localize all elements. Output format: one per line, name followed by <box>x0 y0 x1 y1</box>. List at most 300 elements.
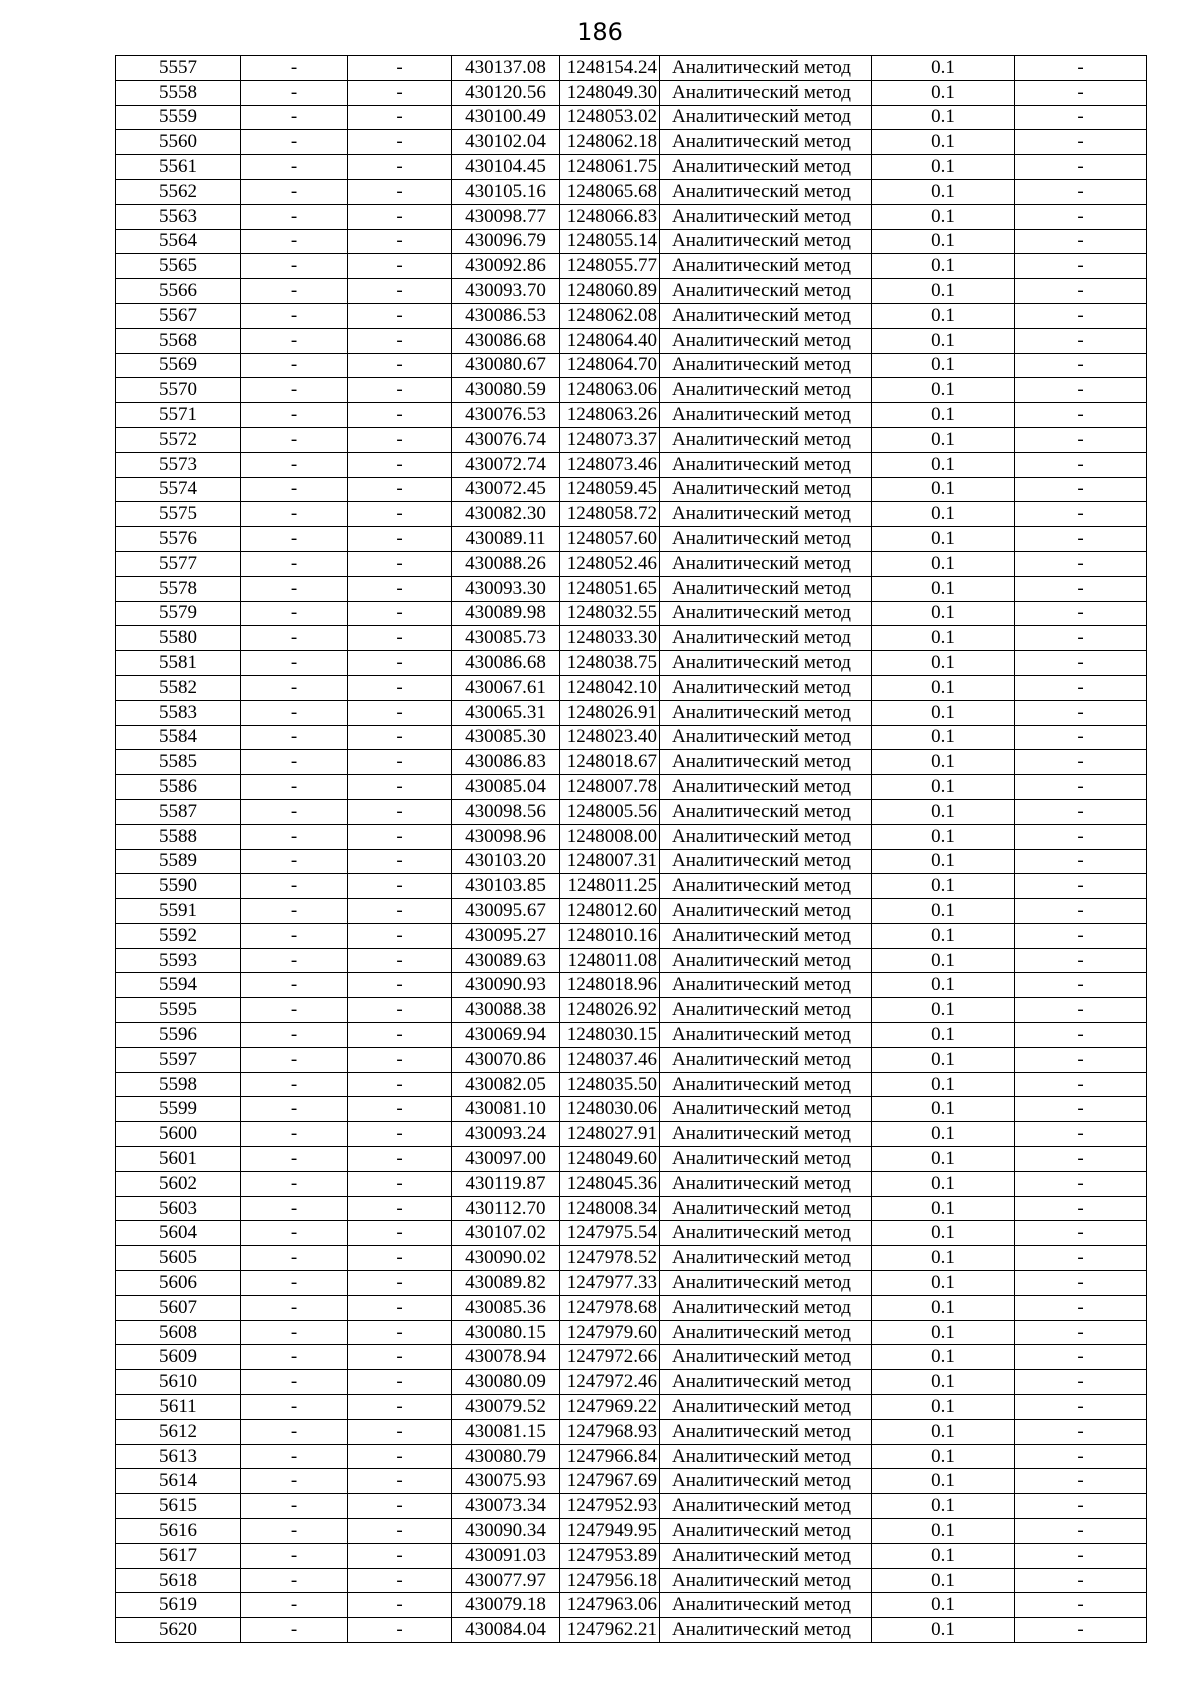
accuracy-cell: 0.1 <box>872 452 1015 477</box>
col2-value-cell: - <box>241 799 348 824</box>
x-coordinate-cell: 430090.34 <box>452 1519 560 1544</box>
note-cell: - <box>1015 229 1147 254</box>
y-coordinate-cell: 1248030.15 <box>560 1023 660 1048</box>
accuracy-cell: 0.1 <box>872 799 1015 824</box>
y-coordinate-cell: 1247978.52 <box>560 1246 660 1271</box>
point-number-cell: 5570 <box>116 378 241 403</box>
method-cell: Аналитический метод <box>660 651 872 676</box>
method-cell: Аналитический метод <box>660 775 872 800</box>
point-number-cell: 5561 <box>116 155 241 180</box>
note-cell: - <box>1015 775 1147 800</box>
y-coordinate-cell: 1248055.14 <box>560 229 660 254</box>
col2-value-cell: - <box>241 56 348 81</box>
method-cell: Аналитический метод <box>660 601 872 626</box>
x-coordinate-cell: 430089.63 <box>452 948 560 973</box>
point-number-cell: 5618 <box>116 1568 241 1593</box>
table-row <box>116 502 1147 527</box>
col3-value-cell: - <box>348 1395 452 1420</box>
x-coordinate-cell: 430120.56 <box>452 80 560 105</box>
point-number-cell: 5620 <box>116 1618 241 1643</box>
note-cell: - <box>1015 279 1147 304</box>
point-number-cell: 5600 <box>116 1122 241 1147</box>
x-coordinate-cell: 430088.26 <box>452 551 560 576</box>
col2-value-cell: - <box>241 130 348 155</box>
x-coordinate-cell: 430081.10 <box>452 1097 560 1122</box>
point-number-cell: 5605 <box>116 1246 241 1271</box>
table-row <box>116 204 1147 229</box>
point-number-cell: 5592 <box>116 923 241 948</box>
col2-value-cell: - <box>241 824 348 849</box>
accuracy-cell: 0.1 <box>872 204 1015 229</box>
accuracy-cell: 0.1 <box>872 328 1015 353</box>
y-coordinate-cell: 1248027.91 <box>560 1122 660 1147</box>
method-cell: Аналитический метод <box>660 1519 872 1544</box>
table-row <box>116 775 1147 800</box>
y-coordinate-cell: 1248045.36 <box>560 1171 660 1196</box>
accuracy-cell: 0.1 <box>872 1295 1015 1320</box>
method-cell: Аналитический метод <box>660 477 872 502</box>
y-coordinate-cell: 1248154.24 <box>560 56 660 81</box>
note-cell: - <box>1015 849 1147 874</box>
method-cell: Аналитический метод <box>660 1047 872 1072</box>
method-cell: Аналитический метод <box>660 1593 872 1618</box>
table-row <box>116 551 1147 576</box>
point-number-cell: 5614 <box>116 1469 241 1494</box>
col2-value-cell: - <box>241 775 348 800</box>
col3-value-cell: - <box>348 1543 452 1568</box>
point-number-cell: 5617 <box>116 1543 241 1568</box>
col3-value-cell: - <box>348 229 452 254</box>
y-coordinate-cell: 1248012.60 <box>560 899 660 924</box>
col3-value-cell: - <box>348 799 452 824</box>
point-number-cell: 5582 <box>116 675 241 700</box>
col2-value-cell: - <box>241 502 348 527</box>
y-coordinate-cell: 1248008.00 <box>560 824 660 849</box>
col2-value-cell: - <box>241 1295 348 1320</box>
point-number-cell: 5574 <box>116 477 241 502</box>
y-coordinate-cell: 1248065.68 <box>560 179 660 204</box>
accuracy-cell: 0.1 <box>872 1122 1015 1147</box>
y-coordinate-cell: 1248061.75 <box>560 155 660 180</box>
x-coordinate-cell: 430091.03 <box>452 1543 560 1568</box>
method-cell: Аналитический метод <box>660 353 872 378</box>
x-coordinate-cell: 430103.85 <box>452 874 560 899</box>
method-cell: Аналитический метод <box>660 948 872 973</box>
method-cell: Аналитический метод <box>660 1469 872 1494</box>
accuracy-cell: 0.1 <box>872 229 1015 254</box>
col3-value-cell: - <box>348 378 452 403</box>
x-coordinate-cell: 430069.94 <box>452 1023 560 1048</box>
point-number-cell: 5601 <box>116 1147 241 1172</box>
col2-value-cell: - <box>241 849 348 874</box>
y-coordinate-cell: 1248030.06 <box>560 1097 660 1122</box>
method-cell: Аналитический метод <box>660 1494 872 1519</box>
method-cell: Аналитический метод <box>660 1023 872 1048</box>
y-coordinate-cell: 1248011.25 <box>560 874 660 899</box>
note-cell: - <box>1015 923 1147 948</box>
note-cell: - <box>1015 1097 1147 1122</box>
x-coordinate-cell: 430082.05 <box>452 1072 560 1097</box>
accuracy-cell: 0.1 <box>872 576 1015 601</box>
note-cell: - <box>1015 1320 1147 1345</box>
col2-value-cell: - <box>241 750 348 775</box>
point-number-cell: 5568 <box>116 328 241 353</box>
note-cell: - <box>1015 1047 1147 1072</box>
note-cell: - <box>1015 80 1147 105</box>
point-number-cell: 5585 <box>116 750 241 775</box>
col2-value-cell: - <box>241 923 348 948</box>
accuracy-cell: 0.1 <box>872 899 1015 924</box>
col2-value-cell: - <box>241 1519 348 1544</box>
col2-value-cell: - <box>241 80 348 105</box>
x-coordinate-cell: 430067.61 <box>452 675 560 700</box>
x-coordinate-cell: 430100.49 <box>452 105 560 130</box>
col3-value-cell: - <box>348 130 452 155</box>
note-cell: - <box>1015 1122 1147 1147</box>
col3-value-cell: - <box>348 80 452 105</box>
note-cell: - <box>1015 651 1147 676</box>
accuracy-cell: 0.1 <box>872 1196 1015 1221</box>
method-cell: Аналитический метод <box>660 403 872 428</box>
x-coordinate-cell: 430078.94 <box>452 1345 560 1370</box>
col2-value-cell: - <box>241 1494 348 1519</box>
point-number-cell: 5572 <box>116 427 241 452</box>
table-row <box>116 1122 1147 1147</box>
table-row <box>116 973 1147 998</box>
x-coordinate-cell: 430098.77 <box>452 204 560 229</box>
accuracy-cell: 0.1 <box>872 1345 1015 1370</box>
col2-value-cell: - <box>241 1593 348 1618</box>
method-cell: Аналитический метод <box>660 1543 872 1568</box>
method-cell: Аналитический метод <box>660 105 872 130</box>
accuracy-cell: 0.1 <box>872 1568 1015 1593</box>
y-coordinate-cell: 1247956.18 <box>560 1568 660 1593</box>
y-coordinate-cell: 1248062.18 <box>560 130 660 155</box>
accuracy-cell: 0.1 <box>872 353 1015 378</box>
x-coordinate-cell: 430098.56 <box>452 799 560 824</box>
point-number-cell: 5566 <box>116 279 241 304</box>
col2-value-cell: - <box>241 1469 348 1494</box>
method-cell: Аналитический метод <box>660 1147 872 1172</box>
note-cell: - <box>1015 1568 1147 1593</box>
col3-value-cell: - <box>348 1047 452 1072</box>
col3-value-cell: - <box>348 1469 452 1494</box>
accuracy-cell: 0.1 <box>872 1023 1015 1048</box>
col3-value-cell: - <box>348 427 452 452</box>
point-number-cell: 5587 <box>116 799 241 824</box>
point-number-cell: 5573 <box>116 452 241 477</box>
accuracy-cell: 0.1 <box>872 279 1015 304</box>
point-number-cell: 5608 <box>116 1320 241 1345</box>
col3-value-cell: - <box>348 1345 452 1370</box>
x-coordinate-cell: 430073.34 <box>452 1494 560 1519</box>
method-cell: Аналитический метод <box>660 1568 872 1593</box>
note-cell: - <box>1015 601 1147 626</box>
col3-value-cell: - <box>348 328 452 353</box>
method-cell: Аналитический метод <box>660 725 872 750</box>
table-row <box>116 56 1147 81</box>
method-cell: Аналитический метод <box>660 1295 872 1320</box>
point-number-cell: 5575 <box>116 502 241 527</box>
table-row <box>116 948 1147 973</box>
accuracy-cell: 0.1 <box>872 1097 1015 1122</box>
accuracy-cell: 0.1 <box>872 824 1015 849</box>
col3-value-cell: - <box>348 750 452 775</box>
method-cell: Аналитический метод <box>660 229 872 254</box>
y-coordinate-cell: 1248049.60 <box>560 1147 660 1172</box>
accuracy-cell: 0.1 <box>872 105 1015 130</box>
table-row <box>116 1097 1147 1122</box>
accuracy-cell: 0.1 <box>872 675 1015 700</box>
x-coordinate-cell: 430082.30 <box>452 502 560 527</box>
table-row <box>116 1147 1147 1172</box>
table-row <box>116 1568 1147 1593</box>
point-number-cell: 5612 <box>116 1419 241 1444</box>
method-cell: Аналитический метод <box>660 799 872 824</box>
table-row <box>116 1171 1147 1196</box>
col2-value-cell: - <box>241 551 348 576</box>
col2-value-cell: - <box>241 254 348 279</box>
col3-value-cell: - <box>348 1320 452 1345</box>
x-coordinate-cell: 430085.73 <box>452 626 560 651</box>
x-coordinate-cell: 430079.18 <box>452 1593 560 1618</box>
col2-value-cell: - <box>241 1618 348 1643</box>
col2-value-cell: - <box>241 179 348 204</box>
note-cell: - <box>1015 179 1147 204</box>
table-row <box>116 1618 1147 1643</box>
col2-value-cell: - <box>241 1320 348 1345</box>
x-coordinate-cell: 430090.93 <box>452 973 560 998</box>
col3-value-cell: - <box>348 824 452 849</box>
method-cell: Аналитический метод <box>660 626 872 651</box>
y-coordinate-cell: 1248052.46 <box>560 551 660 576</box>
y-coordinate-cell: 1248032.55 <box>560 601 660 626</box>
y-coordinate-cell: 1247966.84 <box>560 1444 660 1469</box>
col2-value-cell: - <box>241 1271 348 1296</box>
x-coordinate-cell: 430088.38 <box>452 998 560 1023</box>
table-row <box>116 1543 1147 1568</box>
method-cell: Аналитический метод <box>660 1097 872 1122</box>
table-row <box>116 1221 1147 1246</box>
point-number-cell: 5616 <box>116 1519 241 1544</box>
y-coordinate-cell: 1248053.02 <box>560 105 660 130</box>
x-coordinate-cell: 430093.70 <box>452 279 560 304</box>
x-coordinate-cell: 430081.15 <box>452 1419 560 1444</box>
table-row <box>116 725 1147 750</box>
col2-value-cell: - <box>241 1568 348 1593</box>
table-row <box>116 477 1147 502</box>
point-number-cell: 5576 <box>116 527 241 552</box>
col2-value-cell: - <box>241 1221 348 1246</box>
col3-value-cell: - <box>348 179 452 204</box>
x-coordinate-cell: 430090.02 <box>452 1246 560 1271</box>
x-coordinate-cell: 430080.67 <box>452 353 560 378</box>
table-row <box>116 750 1147 775</box>
accuracy-cell: 0.1 <box>872 403 1015 428</box>
y-coordinate-cell: 1248010.16 <box>560 923 660 948</box>
x-coordinate-cell: 430072.74 <box>452 452 560 477</box>
accuracy-cell: 0.1 <box>872 1271 1015 1296</box>
note-cell: - <box>1015 1171 1147 1196</box>
y-coordinate-cell: 1247952.93 <box>560 1494 660 1519</box>
y-coordinate-cell: 1248023.40 <box>560 725 660 750</box>
note-cell: - <box>1015 551 1147 576</box>
note-cell: - <box>1015 254 1147 279</box>
x-coordinate-cell: 430080.09 <box>452 1370 560 1395</box>
x-coordinate-cell: 430080.79 <box>452 1444 560 1469</box>
x-coordinate-cell: 430093.24 <box>452 1122 560 1147</box>
col2-value-cell: - <box>241 1543 348 1568</box>
col3-value-cell: - <box>348 1494 452 1519</box>
point-number-cell: 5580 <box>116 626 241 651</box>
col2-value-cell: - <box>241 353 348 378</box>
col3-value-cell: - <box>348 452 452 477</box>
col3-value-cell: - <box>348 155 452 180</box>
accuracy-cell: 0.1 <box>872 130 1015 155</box>
x-coordinate-cell: 430070.86 <box>452 1047 560 1072</box>
y-coordinate-cell: 1247963.06 <box>560 1593 660 1618</box>
x-coordinate-cell: 430085.04 <box>452 775 560 800</box>
col3-value-cell: - <box>348 254 452 279</box>
col2-value-cell: - <box>241 1370 348 1395</box>
note-cell: - <box>1015 1618 1147 1643</box>
point-number-cell: 5584 <box>116 725 241 750</box>
col3-value-cell: - <box>348 477 452 502</box>
note-cell: - <box>1015 427 1147 452</box>
col2-value-cell: - <box>241 1023 348 1048</box>
method-cell: Аналитический метод <box>660 1122 872 1147</box>
method-cell: Аналитический метод <box>660 675 872 700</box>
method-cell: Аналитический метод <box>660 1171 872 1196</box>
method-cell: Аналитический метод <box>660 130 872 155</box>
note-cell: - <box>1015 56 1147 81</box>
col2-value-cell: - <box>241 303 348 328</box>
col3-value-cell: - <box>348 1147 452 1172</box>
accuracy-cell: 0.1 <box>872 179 1015 204</box>
accuracy-cell: 0.1 <box>872 1246 1015 1271</box>
accuracy-cell: 0.1 <box>872 1395 1015 1420</box>
method-cell: Аналитический метод <box>660 303 872 328</box>
col2-value-cell: - <box>241 576 348 601</box>
col3-value-cell: - <box>348 1196 452 1221</box>
note-cell: - <box>1015 477 1147 502</box>
method-cell: Аналитический метод <box>660 551 872 576</box>
table-row <box>116 254 1147 279</box>
accuracy-cell: 0.1 <box>872 1469 1015 1494</box>
method-cell: Аналитический метод <box>660 1370 872 1395</box>
point-number-cell: 5594 <box>116 973 241 998</box>
col3-value-cell: - <box>348 923 452 948</box>
accuracy-cell: 0.1 <box>872 1618 1015 1643</box>
accuracy-cell: 0.1 <box>872 700 1015 725</box>
point-number-cell: 5588 <box>116 824 241 849</box>
col2-value-cell: - <box>241 998 348 1023</box>
table-row <box>116 427 1147 452</box>
accuracy-cell: 0.1 <box>872 527 1015 552</box>
point-number-cell: 5615 <box>116 1494 241 1519</box>
table-row <box>116 229 1147 254</box>
accuracy-cell: 0.1 <box>872 1072 1015 1097</box>
col2-value-cell: - <box>241 328 348 353</box>
x-coordinate-cell: 430112.70 <box>452 1196 560 1221</box>
col2-value-cell: - <box>241 1345 348 1370</box>
accuracy-cell: 0.1 <box>872 1171 1015 1196</box>
table-row <box>116 1320 1147 1345</box>
y-coordinate-cell: 1248055.77 <box>560 254 660 279</box>
y-coordinate-cell: 1248018.96 <box>560 973 660 998</box>
table-row <box>116 799 1147 824</box>
point-number-cell: 5560 <box>116 130 241 155</box>
method-cell: Аналитический метод <box>660 378 872 403</box>
method-cell: Аналитический метод <box>660 452 872 477</box>
note-cell: - <box>1015 998 1147 1023</box>
point-number-cell: 5597 <box>116 1047 241 1072</box>
note-cell: - <box>1015 303 1147 328</box>
point-number-cell: 5613 <box>116 1444 241 1469</box>
x-coordinate-cell: 430086.83 <box>452 750 560 775</box>
y-coordinate-cell: 1248062.08 <box>560 303 660 328</box>
method-cell: Аналитический метод <box>660 1395 872 1420</box>
table-row <box>116 403 1147 428</box>
table-row <box>116 527 1147 552</box>
method-cell: Аналитический метод <box>660 279 872 304</box>
method-cell: Аналитический метод <box>660 1271 872 1296</box>
col2-value-cell: - <box>241 378 348 403</box>
table-row <box>116 899 1147 924</box>
col3-value-cell: - <box>348 576 452 601</box>
col2-value-cell: - <box>241 1395 348 1420</box>
note-cell: - <box>1015 105 1147 130</box>
point-number-cell: 5595 <box>116 998 241 1023</box>
table-row <box>116 824 1147 849</box>
point-number-cell: 5604 <box>116 1221 241 1246</box>
note-cell: - <box>1015 725 1147 750</box>
note-cell: - <box>1015 874 1147 899</box>
note-cell: - <box>1015 1519 1147 1544</box>
y-coordinate-cell: 1248057.60 <box>560 527 660 552</box>
accuracy-cell: 0.1 <box>872 601 1015 626</box>
note-cell: - <box>1015 948 1147 973</box>
x-coordinate-cell: 430077.97 <box>452 1568 560 1593</box>
table-row <box>116 700 1147 725</box>
col3-value-cell: - <box>348 948 452 973</box>
table-row <box>116 328 1147 353</box>
method-cell: Аналитический метод <box>660 1246 872 1271</box>
accuracy-cell: 0.1 <box>872 1444 1015 1469</box>
method-cell: Аналитический метод <box>660 700 872 725</box>
y-coordinate-cell: 1248073.46 <box>560 452 660 477</box>
point-number-cell: 5583 <box>116 700 241 725</box>
y-coordinate-cell: 1248064.70 <box>560 353 660 378</box>
table-row <box>116 279 1147 304</box>
accuracy-cell: 0.1 <box>872 1593 1015 1618</box>
table-row <box>116 105 1147 130</box>
x-coordinate-cell: 430065.31 <box>452 700 560 725</box>
col2-value-cell: - <box>241 1171 348 1196</box>
col2-value-cell: - <box>241 651 348 676</box>
table-row <box>116 155 1147 180</box>
x-coordinate-cell: 430095.67 <box>452 899 560 924</box>
y-coordinate-cell: 1248026.91 <box>560 700 660 725</box>
y-coordinate-cell: 1247968.93 <box>560 1419 660 1444</box>
accuracy-cell: 0.1 <box>872 725 1015 750</box>
table-row <box>116 1444 1147 1469</box>
table-row <box>116 601 1147 626</box>
y-coordinate-cell: 1248059.45 <box>560 477 660 502</box>
method-cell: Аналитический метод <box>660 179 872 204</box>
method-cell: Аналитический метод <box>660 1320 872 1345</box>
note-cell: - <box>1015 576 1147 601</box>
